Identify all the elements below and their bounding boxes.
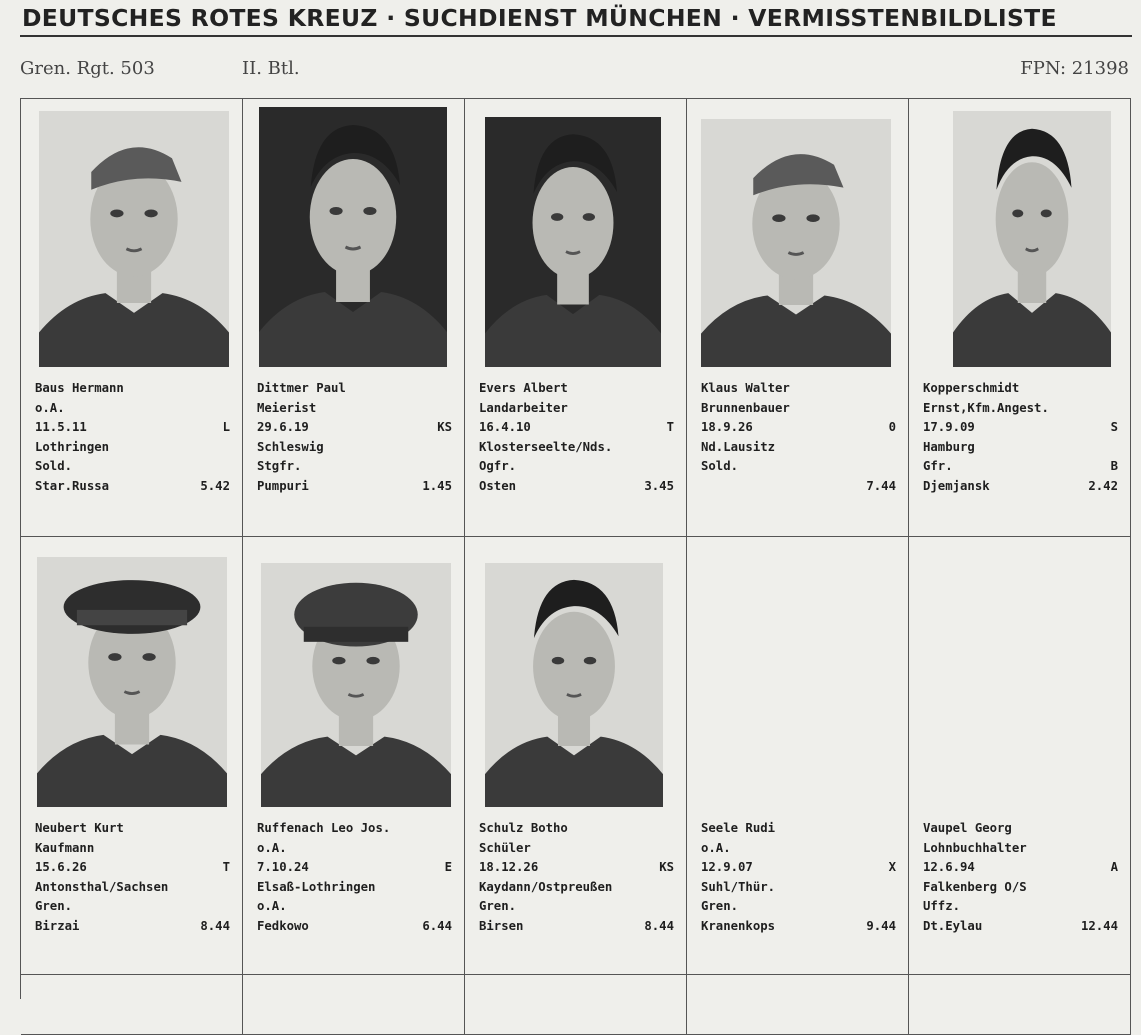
person-name: Dittmer Paul <box>257 381 346 395</box>
person-name: Seele Rudi <box>701 821 776 835</box>
birth-date: 29.6.19 <box>257 420 309 434</box>
birth-date: 15.6.26 <box>35 860 87 874</box>
person-rank-line <box>257 457 452 477</box>
person-birthplace: Nd.Lausitz <box>701 439 776 454</box>
person-info <box>479 819 674 936</box>
person-birth-line <box>479 418 674 438</box>
person-rank-line <box>923 457 1118 477</box>
person-card <box>465 537 687 975</box>
person-card <box>243 537 465 975</box>
person-occupation: Lohnbuchhalter <box>923 840 1027 855</box>
person-card <box>21 537 243 975</box>
battalion-label: II. Btl. <box>242 58 300 79</box>
person-info <box>257 819 452 936</box>
person-info <box>35 819 230 936</box>
person-occupation: Schüler <box>479 840 531 855</box>
last-place: Pumpuri <box>257 478 309 493</box>
person-occupation: Kaufmann <box>35 840 95 855</box>
person-rank: Gren. <box>35 899 73 913</box>
person-name: Kopperschmidt <box>923 381 1020 395</box>
person-occupation: Meierist <box>257 400 317 415</box>
person-birth-line <box>701 858 896 878</box>
status-code: L <box>222 420 230 434</box>
person-card <box>465 99 687 537</box>
person-last-seen <box>35 917 230 937</box>
last-date: 2.42 <box>1088 478 1118 493</box>
person-info <box>701 379 896 496</box>
person-card <box>909 537 1131 975</box>
person-rank: Stgfr. <box>257 459 302 473</box>
birth-date: 12.6.94 <box>923 860 975 874</box>
person-birth-line <box>923 418 1118 438</box>
person-last-seen <box>923 477 1118 497</box>
person-name: Evers Albert <box>479 381 568 395</box>
header-divider <box>20 35 1132 37</box>
person-name: Vaupel Georg <box>923 821 1012 835</box>
person-name: Schulz Botho <box>479 821 568 835</box>
person-photo <box>953 111 1111 367</box>
last-place: Star.Russa <box>35 478 110 493</box>
birth-date: 18.9.26 <box>701 420 753 434</box>
person-birthplace: Falkenberg O/S <box>923 879 1027 894</box>
person-card <box>243 99 465 537</box>
person-rank-line <box>479 897 674 917</box>
last-date: 1.45 <box>422 478 452 493</box>
person-birth-line <box>701 418 896 438</box>
person-birthplace: Schleswig <box>257 439 324 454</box>
fpn-label: FPN: 21398 <box>1020 58 1129 79</box>
person-birthplace: Kaydann/Ostpreußen <box>479 879 613 894</box>
birth-date: 7.10.24 <box>257 860 309 874</box>
person-info <box>35 379 230 496</box>
status-code: T <box>666 420 674 434</box>
person-birthplace: Antonsthal/Sachsen <box>35 879 169 894</box>
person-card <box>21 99 243 537</box>
last-date: 5.42 <box>200 478 230 493</box>
rank-code: B <box>1110 459 1118 473</box>
person-occupation: Brunnenbauer <box>701 400 790 415</box>
person-card <box>687 537 909 975</box>
last-place: Djemjansk <box>923 478 990 493</box>
status-code: KS <box>437 420 452 434</box>
person-rank: Gren. <box>479 899 517 913</box>
person-name: Klaus Walter <box>701 381 790 395</box>
person-info <box>923 819 1118 936</box>
person-card <box>909 99 1131 537</box>
person-occupation: Landarbeiter <box>479 400 568 415</box>
status-code: X <box>888 860 896 874</box>
last-place: Fedkowo <box>257 918 309 933</box>
empty-card <box>21 975 243 1035</box>
person-last-seen <box>701 477 896 497</box>
person-occupation: o.A. <box>35 400 65 415</box>
person-last-seen <box>479 917 674 937</box>
last-place: Kranenkops <box>701 918 776 933</box>
person-rank-line <box>701 457 896 477</box>
person-photo <box>39 111 229 367</box>
person-photo <box>701 119 891 367</box>
person-birth-line <box>35 858 230 878</box>
person-rank-line <box>701 897 896 917</box>
person-photo <box>37 557 227 807</box>
last-place: Birsen <box>479 918 524 933</box>
person-info <box>923 379 1118 496</box>
last-date: 3.45 <box>644 478 674 493</box>
person-birthplace: Lothringen <box>35 439 110 454</box>
person-last-seen <box>257 477 452 497</box>
birth-date: 18.12.26 <box>479 860 539 874</box>
person-photo <box>485 563 663 807</box>
person-rank: Uffz. <box>923 899 961 913</box>
person-rank: Ogfr. <box>479 459 517 473</box>
last-date: 6.44 <box>422 918 452 933</box>
person-birth-line <box>35 418 230 438</box>
status-code: A <box>1110 860 1118 874</box>
last-date: 8.44 <box>644 918 674 933</box>
person-last-seen <box>479 477 674 497</box>
person-last-seen <box>257 917 452 937</box>
page-title: DEUTSCHES ROTES KREUZ · SUCHDIENST MÜNCHEN · VERMISSTENBILDLISTE <box>22 4 1057 32</box>
person-name: Baus Hermann <box>35 381 124 395</box>
missing-persons-grid <box>20 98 1131 999</box>
birth-date: 12.9.07 <box>701 860 753 874</box>
person-rank: Gfr. <box>923 459 953 473</box>
status-code: KS <box>659 860 674 874</box>
empty-card <box>687 975 909 1035</box>
birth-date: 11.5.11 <box>35 420 87 434</box>
last-date: 7.44 <box>866 478 896 493</box>
person-rank: Sold. <box>35 459 73 473</box>
person-birthplace: Hamburg <box>923 439 975 454</box>
person-rank-line <box>35 457 230 477</box>
person-info <box>479 379 674 496</box>
status-code: T <box>222 860 230 874</box>
regiment-label: Gren. Rgt. 503 <box>20 58 155 79</box>
birth-date: 17.9.09 <box>923 420 975 434</box>
last-date: 12.44 <box>1080 918 1118 933</box>
person-birthplace: Klosterseelte/Nds. <box>479 439 613 454</box>
person-birth-line <box>479 858 674 878</box>
person-photo <box>259 107 447 367</box>
person-rank-line <box>257 897 452 917</box>
birth-date: 16.4.10 <box>479 420 531 434</box>
person-photo <box>261 563 451 807</box>
person-name: Ruffenach Leo Jos. <box>257 821 391 835</box>
empty-card <box>465 975 687 1035</box>
person-birthplace: Elsaß-Lothringen <box>257 879 376 894</box>
person-rank-line <box>923 897 1118 917</box>
person-rank-line <box>35 897 230 917</box>
status-code: 0 <box>888 420 896 434</box>
status-code: S <box>1110 420 1118 434</box>
person-birth-line <box>257 418 452 438</box>
person-last-seen <box>923 917 1118 937</box>
last-date: 8.44 <box>200 918 230 933</box>
person-rank: Sold. <box>701 459 739 473</box>
last-place: Dt.Eylau <box>923 918 983 933</box>
person-photo <box>485 117 661 367</box>
person-birth-line <box>257 858 452 878</box>
person-name: Neubert Kurt <box>35 821 124 835</box>
person-occupation: Ernst,Kfm.Angest. <box>923 400 1049 415</box>
last-place: Birzai <box>35 918 80 933</box>
person-birth-line <box>923 858 1118 878</box>
person-rank: Gren. <box>701 899 739 913</box>
status-code: E <box>444 860 452 874</box>
person-info <box>701 819 896 936</box>
person-rank-line <box>479 457 674 477</box>
last-date: 9.44 <box>866 918 896 933</box>
empty-card <box>243 975 465 1035</box>
person-rank: o.A. <box>257 899 287 913</box>
person-last-seen <box>701 917 896 937</box>
person-info <box>257 379 452 496</box>
empty-card <box>909 975 1131 1035</box>
person-occupation: o.A. <box>701 840 731 855</box>
person-card <box>687 99 909 537</box>
person-birthplace: Suhl/Thür. <box>701 879 776 894</box>
person-last-seen <box>35 477 230 497</box>
last-place: Osten <box>479 478 517 493</box>
person-occupation: o.A. <box>257 840 287 855</box>
